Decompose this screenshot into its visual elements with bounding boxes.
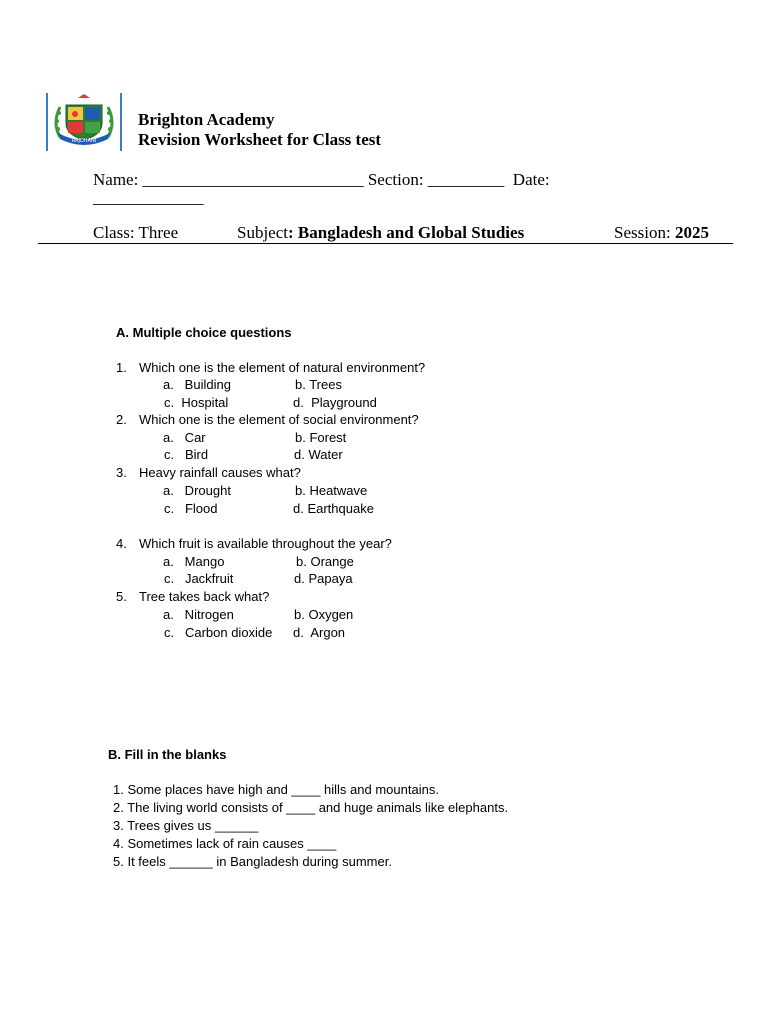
school-logo — [46, 93, 122, 151]
option-1d: d. Playground — [293, 395, 377, 410]
option-4c: c. Jackfruit — [164, 571, 234, 586]
option-1a: a. Building — [163, 377, 231, 392]
question-text: Heavy rainfall causes what? — [139, 465, 301, 480]
subject-value: : Bangladesh and Global Studies — [288, 223, 525, 242]
option-3b: b. Heatwave — [295, 483, 368, 498]
fill-blank-4: 4. Sometimes lack of rain causes ____ — [113, 836, 337, 851]
option-5a: a. Nitrogen — [163, 607, 234, 622]
option-5c: c. Carbon dioxide — [164, 625, 273, 640]
question-number: 3. — [116, 465, 127, 480]
option-2c: c. Bird — [164, 447, 209, 462]
option-1b: b. Trees — [295, 377, 342, 392]
subject-label: Subject — [237, 223, 288, 242]
class-info-row — [93, 223, 717, 245]
option-2b: b. Forest — [295, 430, 347, 445]
option-3d: d. Earthquake — [293, 501, 374, 516]
fill-blank-2: 2. The living world consists of ____ and huge animals like elephants. — [113, 800, 509, 815]
question-text: Tree takes back what? — [139, 589, 270, 604]
question-text: Which fruit is available throughout the year? — [139, 536, 392, 551]
name-field[interactable]: __________________________ — [142, 170, 364, 189]
option-3a: a. Drought — [163, 483, 231, 498]
question-number: 1. — [116, 360, 127, 375]
option-4a: a. Mango — [163, 554, 225, 569]
session-value: 2025 — [674, 223, 709, 242]
session-text — [614, 223, 709, 243]
option-5d: d. Argon — [293, 625, 346, 640]
section-a-title: A. Multiple choice questions — [116, 325, 292, 340]
svg-text:RAJDHANI: RAJDHANI — [71, 138, 97, 144]
section-field[interactable]: _________ — [427, 170, 505, 189]
option-2d: d. Water — [294, 447, 343, 462]
student-info-row — [93, 170, 550, 190]
fill-blank-3: 3. Trees gives us ______ — [113, 818, 259, 833]
fill-blank-5: 5. It feels ______ in Bangladesh during summer. — [113, 854, 392, 869]
question-text: Which one is the element of natural environment? — [139, 360, 426, 375]
question-number: 5. — [116, 589, 127, 604]
question-number: 2. — [116, 412, 127, 427]
date-label: Date: — [512, 170, 550, 189]
session-label: Session: — [614, 223, 675, 242]
name-label: Name: — [93, 170, 139, 189]
header-divider — [38, 243, 733, 244]
option-2a: a. Car — [163, 430, 206, 445]
logo-border-left — [46, 93, 48, 151]
school-name: Brighton Academy — [138, 110, 275, 129]
logo-border-right — [120, 93, 122, 151]
option-5b: b. Oxygen — [294, 607, 354, 622]
section-label: Section: — [367, 170, 424, 189]
question-number: 4. — [116, 536, 127, 551]
school-crest-icon — [50, 93, 118, 151]
class-text: Class: Three — [93, 223, 179, 242]
section-b-title: B. Fill in the blanks — [108, 747, 227, 762]
question-text: Which one is the element of social environment? — [139, 412, 419, 427]
date-field[interactable]: _____________ — [93, 188, 204, 207]
option-4b: b. Orange — [296, 554, 354, 569]
option-3c: c. Flood — [164, 501, 218, 516]
subject-text — [237, 223, 524, 243]
fill-blank-1: 1. Some places have high and ____ hills and mountains. — [113, 782, 439, 797]
option-1c: c. Hospital — [164, 395, 229, 410]
option-4d: d. Papaya — [294, 571, 353, 586]
worksheet-title: Revision Worksheet for Class test — [138, 130, 382, 149]
